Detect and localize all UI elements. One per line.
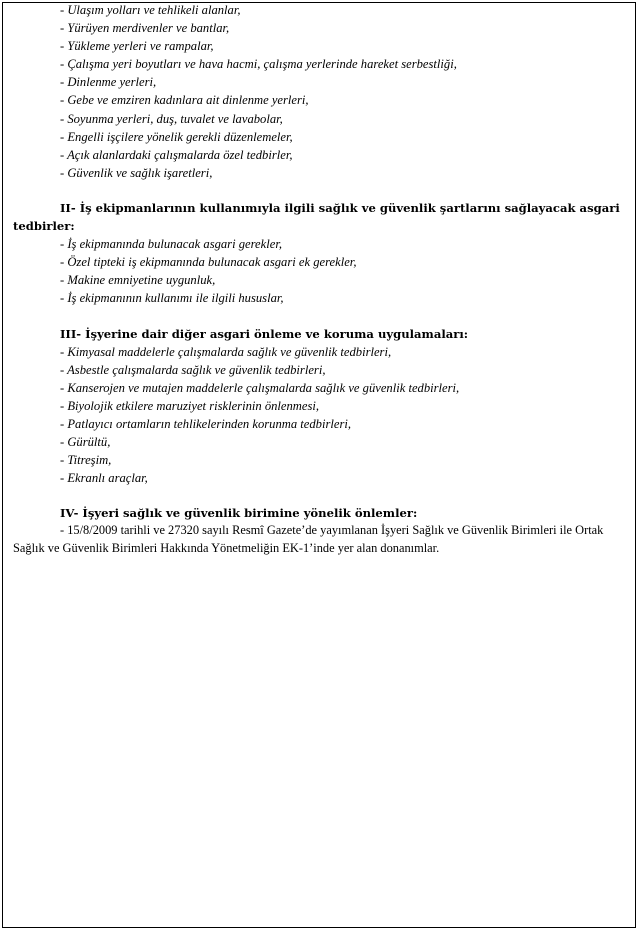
spacer bbox=[13, 308, 633, 325]
section3-list bbox=[13, 343, 633, 488]
section2-heading: II- İş ekipmanlarının kullanımıyla ilgili sağlık ve güvenlik şartlarını sağlayacak asgari tedbirler: bbox=[13, 200, 620, 234]
section2-list bbox=[13, 235, 633, 307]
list-item: - İş ekipmanının kullanımı ile ilgili hususlar, bbox=[60, 291, 284, 306]
list-item: - Çalışma yeri boyutları ve hava hacmi, çalışma yerlerinde hareket serbestliği, bbox=[60, 57, 457, 72]
list-item: - Ulaşım yolları ve tehlikeli alanlar, bbox=[60, 3, 241, 17]
list-item: - Asbestle çalışmalarda sağlık ve güvenlik tedbirleri, bbox=[60, 362, 326, 377]
list-item: - Makine emniyetine uygunluk, bbox=[60, 273, 216, 288]
list-item: - Biyolojik etkilere maruziyet risklerinin önlenmesi, bbox=[60, 398, 320, 413]
list-item: - Kanserojen ve mutajen maddelerle çalışmalarda sağlık ve güvenlik tedbirleri, bbox=[60, 380, 460, 395]
list-item: - Titreşim, bbox=[60, 453, 112, 468]
section1-list bbox=[13, 1, 633, 182]
list-item: - Gebe ve emziren kadınlara ait dinlenme yerleri, bbox=[60, 93, 309, 108]
list-item: - Yükleme yerleri ve rampalar, bbox=[60, 39, 214, 54]
list-item: - Soyunma yerleri, duş, tuvalet ve lavabolar, bbox=[60, 111, 283, 126]
spacer bbox=[13, 487, 633, 504]
list-item: - Özel tipteki iş ekipmanında bulunacak asgari ek gerekler, bbox=[60, 255, 357, 270]
section3-heading: III- İşyerine dair diğer asgari önleme ve koruma uygulamaları: bbox=[60, 326, 469, 341]
list-item: - Engelli işçilere yönelik gerekli düzenlemeler, bbox=[60, 129, 293, 144]
list-item: - Güvenlik ve sağlık işaretleri, bbox=[60, 165, 213, 180]
list-item: - Kimyasal maddelerle çalışmalarda sağlık ve güvenlik tedbirleri, bbox=[60, 344, 392, 359]
document-content bbox=[13, 1, 633, 557]
list-item: - Gürültü, bbox=[60, 435, 111, 450]
spacer bbox=[13, 182, 633, 199]
section4-heading: IV- İşyeri sağlık ve güvenlik birimine yönelik önlemler: bbox=[60, 506, 418, 521]
list-item: - İş ekipmanında bulunacak asgari gerekler, bbox=[60, 237, 282, 252]
list-item: - Yürüyen merdivenler ve bantlar, bbox=[60, 21, 230, 36]
list-item: - Açık alanlardaki çalışmalarda özel tedbirler, bbox=[60, 147, 293, 162]
section4-paragraph: - 15/8/2009 tarihli ve 27320 sayılı Resmî Gazete’de yayımlanan İşyeri Sağlık ve Güvenlik Birimleri ile Ortak Sağlık ve Güvenlik Birimleri Hakkında Yönetmeliğin EK-1’inde yer alan donanımlar. bbox=[13, 523, 604, 555]
list-item: - Ekranlı araçlar, bbox=[60, 471, 148, 486]
list-item: - Dinlenme yerleri, bbox=[60, 75, 157, 90]
list-item: - Patlayıcı ortamların tehlikelerinden korunma tedbirleri, bbox=[60, 416, 352, 431]
